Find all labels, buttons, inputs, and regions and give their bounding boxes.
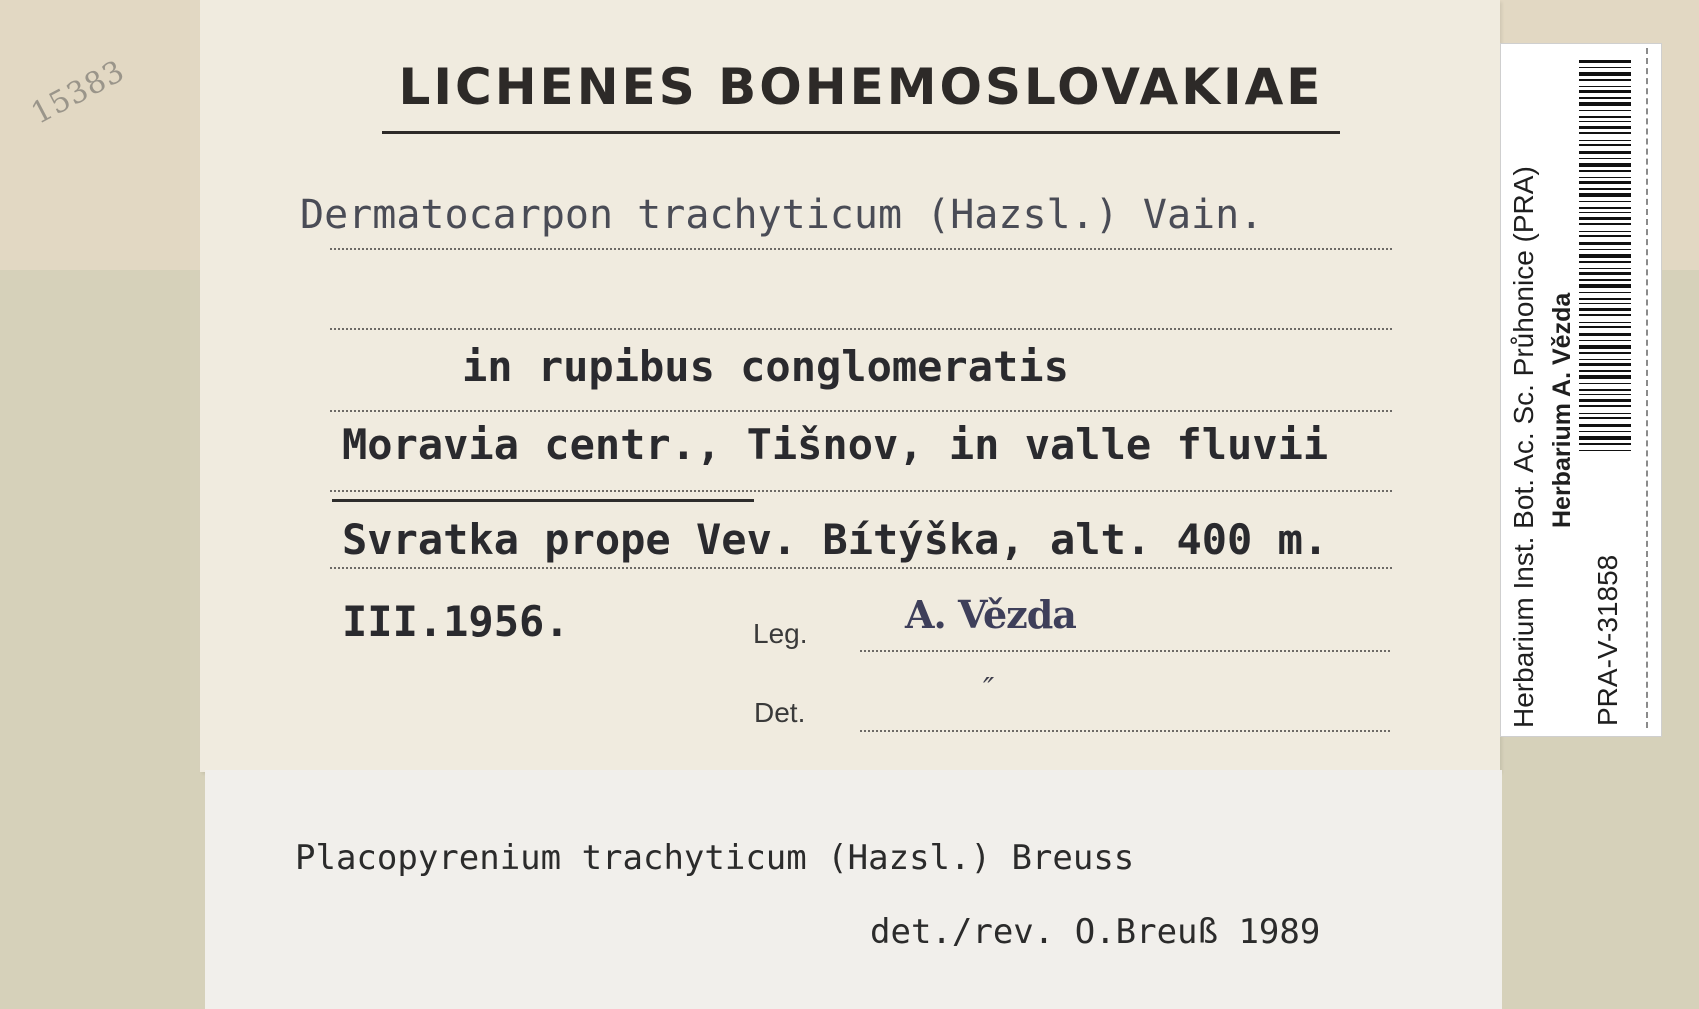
collection-text: Herbarium A. Vězda	[1548, 292, 1576, 528]
barcode	[1579, 60, 1631, 455]
label-header: LICHENES BOHEMOSLOVAKIAE	[398, 58, 1324, 116]
specimen-id: PRA-V-31858	[1592, 554, 1623, 726]
dotted-line	[330, 248, 1392, 250]
ditto-mark: ″	[983, 672, 995, 707]
cut-line	[1646, 48, 1648, 728]
leg-label: Leg.	[753, 618, 808, 649]
dotted-line	[330, 567, 1392, 569]
revised-name: Placopyrenium trachyticum (Hazsl.) Breuss	[295, 838, 1135, 878]
ink-underline	[332, 499, 754, 502]
pencil-annotation: 15383	[25, 53, 131, 132]
locality-line-1: Moravia centr., Tišnov, in valle fluvii	[342, 420, 1329, 469]
determination-label	[205, 770, 1502, 1009]
dotted-line	[330, 328, 1392, 330]
locality-line-2: Svratka prope Vev. Bítýška, alt. 400 m.	[342, 515, 1329, 564]
collection-date: III.1956.	[342, 597, 570, 646]
institution-text: Herbarium Inst. Bot. Ac. Sc. Průhonice (PRA)	[1508, 166, 1539, 728]
dotted-line	[860, 730, 1390, 732]
det-label: Det.	[754, 697, 806, 728]
habitat-line: in rupibus conglomeratis	[462, 342, 1069, 391]
collector-name: A. Vězda	[905, 592, 1076, 637]
determination-line: det./rev. O.Breuß 1989	[870, 912, 1321, 952]
dotted-line	[330, 490, 1392, 492]
species-name: Dermatocarpon trachyticum (Hazsl.) Vain.	[300, 192, 1264, 238]
header-rule	[382, 131, 1340, 134]
dotted-line	[330, 410, 1392, 412]
dotted-line	[860, 650, 1390, 652]
